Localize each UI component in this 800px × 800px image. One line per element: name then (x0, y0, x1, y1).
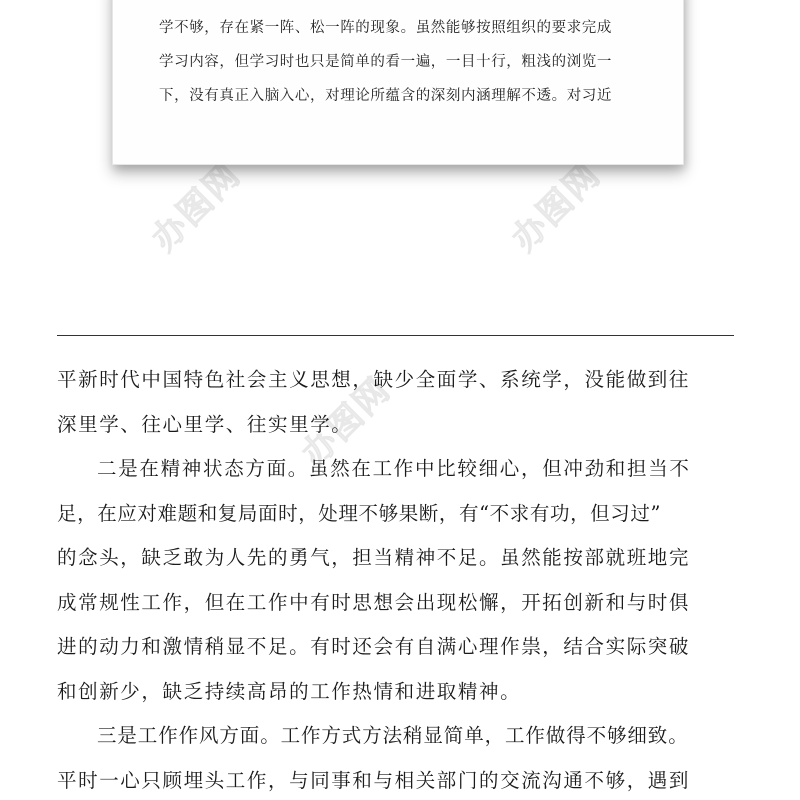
paragraph-start-line: 二是在精神状态方面。虽然在工作中比较细心，但冲劲和担当不 (97, 457, 691, 480)
preview-text (159, 11, 659, 113)
body-line: 进的动力和激情稍显不足。有时还会有自满心理作祟，结合实际突破 (57, 635, 691, 658)
watermark: 办图网 (294, 369, 399, 475)
preview-line: 学不够，存在紧一阵、松一阵的现象。虽然能够按照组织的要求完成 (159, 20, 612, 36)
body-line: 足，在应对难题和复局面时，处理不够果断，有“不求有功，但习过” (57, 501, 662, 525)
paragraph-start-line: 三是工作作风方面。工作方式方法稍显简单，工作做得不够细致。 (97, 724, 689, 747)
body-line: 平新时代中国特色社会主义思想，缺少全面学、系统学，没能做到往 (57, 368, 691, 391)
preview-line: 学习内容，但学习时也只是简单的看一遍，一目十行，粗浅的浏览一 (159, 54, 612, 70)
body-line: 深里学、往心里学、往实里学。 (57, 412, 353, 436)
watermark: 办图网 (144, 154, 249, 260)
body-line: 平时一心只顾埋头工作，与同事和与相关部门的交流沟通不够，遇到 (57, 768, 691, 792)
body-line: 和创新少，缺乏持续高昂的工作热情和进取精神。 (57, 679, 522, 703)
body-line: 成常规性工作，但在工作中有时思想会出现松懈，开拓创新和与时俱 (57, 590, 691, 614)
body-line: 的念头，缺乏敢为人先的勇气，担当精神不足。虽然能按部就班地完 (57, 546, 691, 569)
page-preview-card (112, 0, 684, 165)
section-divider (57, 335, 734, 336)
document-body (57, 358, 757, 800)
preview-line: 下，没有真正入脑入心，对理论所蕴含的深刻内涵理解不透。对习近 (159, 88, 612, 104)
watermark: 办图网 (504, 154, 609, 260)
